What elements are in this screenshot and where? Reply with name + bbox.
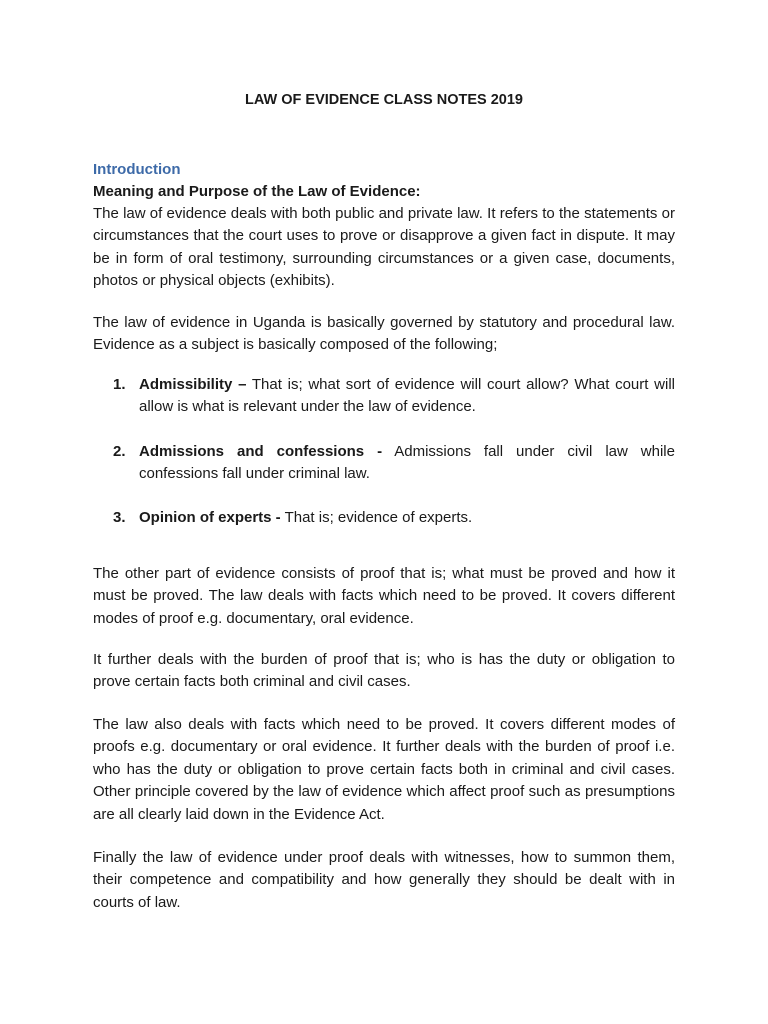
intro-paragraph: The law of evidence deals with both public and private law. It refers to the statements or circumstances that the court uses to prove or disapprove a given fact in dispute. It may be in form of oral testimony, surrounding circumstances or a given case, documents, photos or physical objects (exhibits). [93,205,675,290]
list-item-text [139,374,675,419]
list-item-term: Admissibility – [139,376,247,393]
list-item-text [139,507,675,529]
list-item-number: 2. [113,443,126,460]
uganda-paragraph: The law of evidence in Uganda is basically governed by statutory and procedural law. Evidence as a subject is basically composed of the following; [93,314,675,354]
witness-paragraph: Finally the law of evidence under proof deals with witnesses, how to summon them, their competence and compatibility and how generally they should be dealt with in courts of law. [93,849,675,911]
subheading-meaning-purpose: Meaning and Purpose of the Law of Evidence: [93,183,421,200]
burden-paragraph: It further deals with the burden of proof that is; who is has the duty or obligation to prove certain facts both criminal and civil cases. [93,651,675,691]
facts-paragraph: The law also deals with facts which need to be proved. It covers different modes of proofs e.g. documentary or oral evidence. It further deals with the burden of proof i.e. who has the duty or obligation to prove certain facts both in criminal and civil cases. Other principle covered by the law of evidence which affect proof such as presumptions are all clearly laid down in the Evidence Act. [93,716,675,823]
document-title: LAW OF EVIDENCE CLASS NOTES 2019 [245,92,523,108]
section-heading-introduction: Introduction [93,161,181,178]
list-item-term: Admissions and confessions - [139,443,383,460]
list-item-number: 3. [113,509,126,526]
list-item-term: Opinion of experts - [139,509,281,526]
proof-paragraph: The other part of evidence consists of proof that is; what must be proved and how it must be proved. The law deals with facts which need to be proved. It covers different modes of proof e.g. documentary, oral evidence. [93,565,675,627]
list-item-description: That is; evidence of experts. [280,509,473,526]
list-item-number: 1. [113,376,126,393]
list-item-text [139,441,675,486]
list-item-description: Admissions fall under civil law while confessions fall under criminal law. [139,443,675,483]
list-item-description: That is; what sort of evidence will court allow? What court will allow is what is relevant under the law of evidence. [139,376,675,416]
